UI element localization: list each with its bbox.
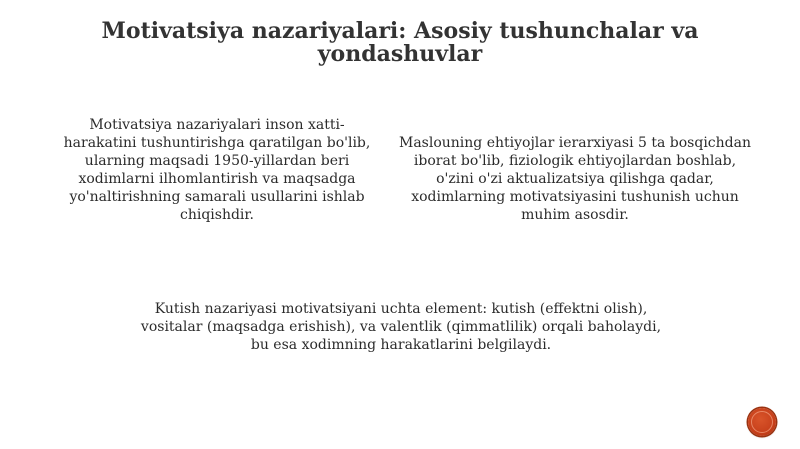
slide-nav-button[interactable] (748, 408, 776, 436)
slide-title: Motivatsiya nazariyalari: Asosiy tushunchalar va yondashuvlar (101, 18, 699, 67)
paragraph-bottom: Kutish nazariyasi motivatsiyani uchta element: kutish (effektni olish), vositalar (maqsadga erishish), va valentlik (qimmatlilik) orqali baholaydi, bu esa xodimning harakatlarini belgilaydi. (140, 301, 662, 353)
paragraph-right: Maslouning ehtiyojlar ierarxiyasi 5 ta bosqichdan iborat bo'lib, fiziologik ehtiyojlardan boshlab, o'zini o'zi aktualizatsiya qilishga qadar, xodimlarning motivatsiyasini tushunish uchun muhim asosdir. (399, 135, 751, 223)
paragraph-left: Motivatsiya nazariyalari inson xatti-harakatini tushuntirishga qaratilgan bo'lib, ularning maqsadi 1950-yillardan beri xodimlarni ilhomlantirish va maqsadga yo'naltirishning samarali usullarini ishlab chiqishdir. (63, 117, 371, 223)
